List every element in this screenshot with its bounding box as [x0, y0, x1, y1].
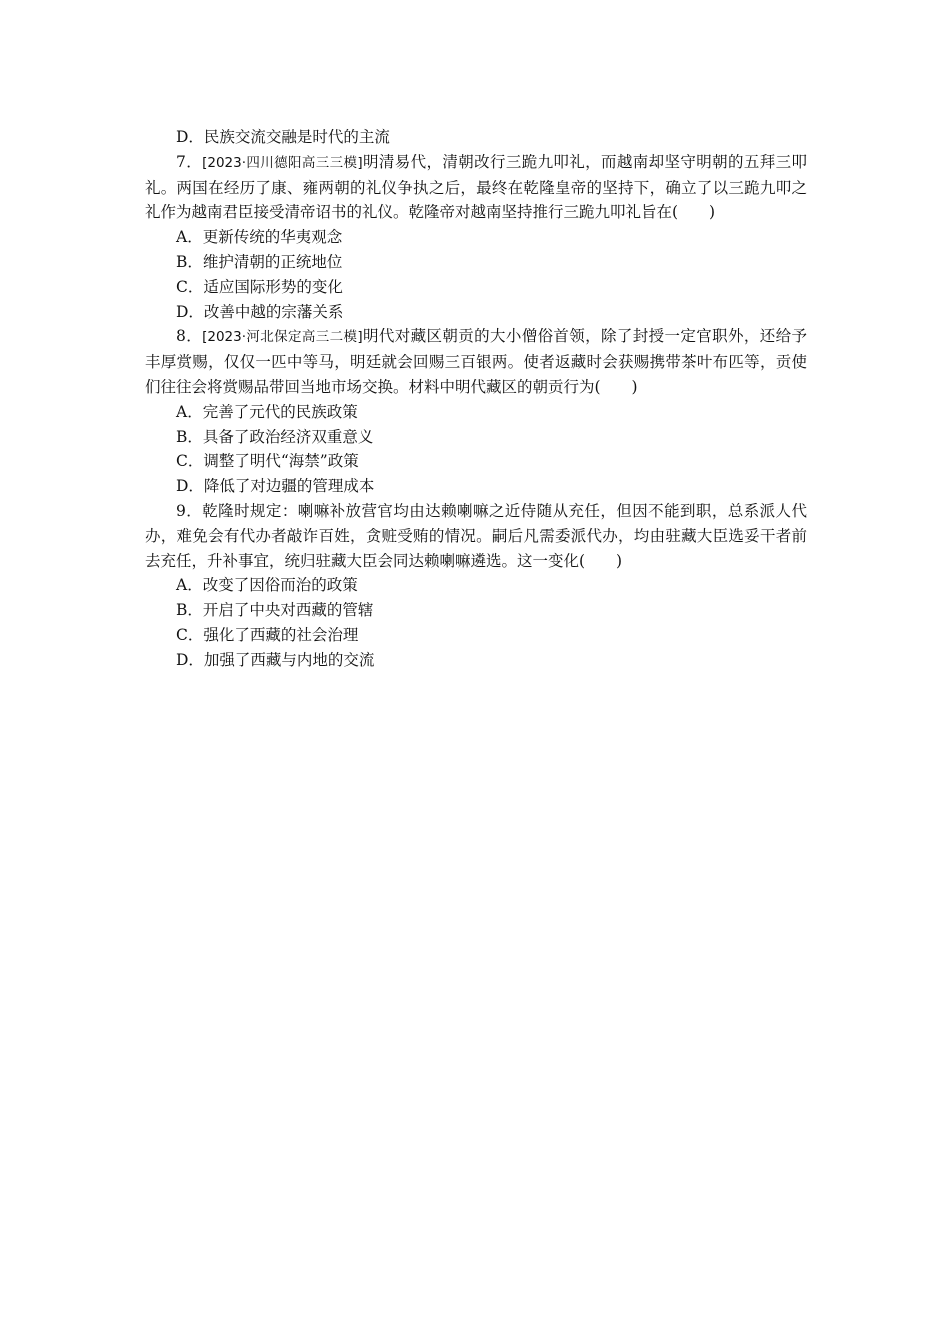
q8-source: [2023·河北保定高三二模] — [202, 329, 363, 346]
q8-option-a: A．完善了元代的民族政策 — [176, 402, 358, 421]
q9-stem-text: 乾隆时规定：喇嘛补放营官均由达赖喇嘛之近侍随从充任，但因不能到职，总系派人代办，难免会有代办者敲诈百姓，贪赃受贿的情况。嗣后凡需委派代办，均由驻藏大臣选妥干者前去充任，升补事宜，统归驻藏大臣会同达赖喇嘛遴选。这一变化( ) — [145, 501, 807, 570]
q8-number: 8． — [176, 327, 203, 346]
q7-number: 7． — [176, 152, 203, 171]
q9-option-c: C．强化了西藏的社会治理 — [176, 625, 359, 644]
q9-stem — [145, 499, 807, 573]
q7-stem — [145, 150, 807, 225]
q6-option-d: D．民族交流交融是时代的主流 — [176, 128, 390, 146]
q9-option-d: D．加强了西藏与内地的交流 — [176, 650, 375, 669]
q9-option-a: A．改变了因俗而治的政策 — [176, 576, 358, 595]
q7-option-c: C．适应国际形势的变化 — [176, 277, 343, 296]
q8-option-b: B．具备了政治经济双重意义 — [176, 427, 374, 446]
q7-option-b: B．维护清朝的正统地位 — [176, 252, 343, 271]
q7-option-a: A．更新传统的华夷观念 — [176, 228, 343, 247]
q8-option-c: C．调整了明代“海禁”政策 — [176, 452, 359, 471]
q8-stem-text: 明代对藏区朝贡的大小僧俗首领，除了封授一定官职外，还给予丰厚赏赐，仅仅一匹中等马，明廷就会回赐三百银两。使者返藏时会获赐携带茶叶布匹等，贡使们往往会将赏赐品带回当地市场交换。材料中明代藏区的朝贡行为( ) — [145, 327, 807, 396]
q7-source: [2023·四川德阳高三三模] — [202, 154, 363, 171]
q9-option-b: B．开启了中央对西藏的管辖 — [176, 601, 374, 620]
q8-stem — [145, 324, 807, 399]
q7-stem-text: 明清易代，清朝改行三跪九叩礼，而越南却坚守明朝的五拜三叩礼。两国在经历了康、雍两朝的礼仪争执之后，最终在乾隆皇帝的坚持下，确立了以三跪九叩之礼作为越南君臣接受清帝诏书的礼仪。乾隆帝对越南坚持推行三跪九叩礼旨在( ) — [145, 152, 807, 222]
q7-option-d: D．改善中越的宗藩关系 — [176, 302, 344, 321]
q8-option-d: D．降低了对边疆的管理成本 — [176, 477, 375, 496]
document-page — [145, 125, 807, 673]
q9-number: 9． — [176, 501, 203, 520]
